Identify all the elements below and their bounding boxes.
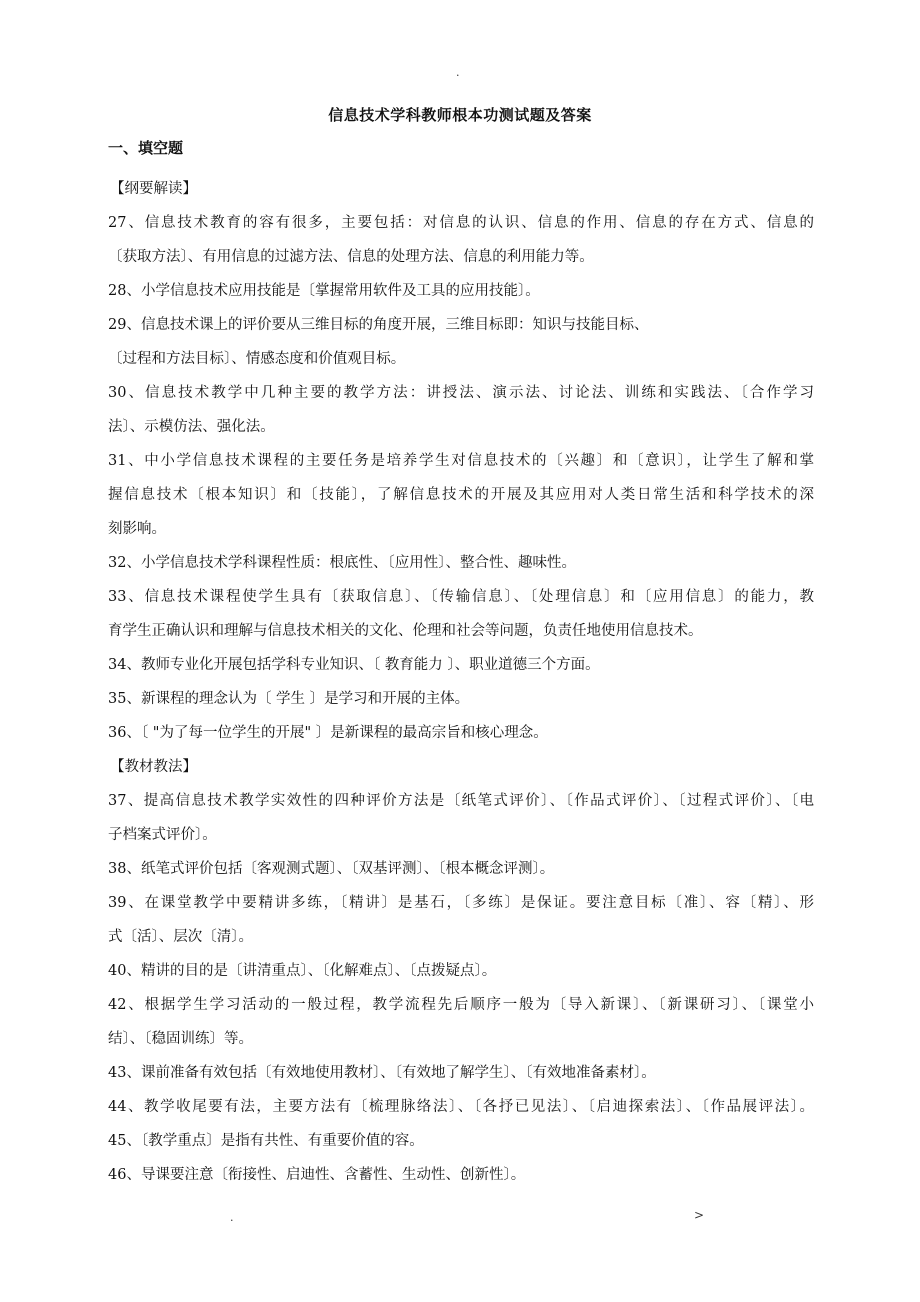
text-line: 33、信息技术课程使学生具有〔获取信息〕、〔传输信息〕、〔处理信息〕和〔应用信息〕的能力，教 xyxy=(108,589,814,605)
text-line: 46、导课要注意〔衔接性、启迪性、含蓄性、生动性、创新性〕。 xyxy=(108,1167,526,1183)
text-line: 握信息技术〔根本知识〕和〔技能〕，了解信息技术的开展及其应用对人类日常生活和科学技术的深 xyxy=(108,487,814,503)
text-line: 子档案式评价〕。 xyxy=(108,827,217,843)
footer-mark: > xyxy=(694,1208,705,1222)
header-dot: . xyxy=(456,66,460,79)
text-line: 30、信息技术教学中几种主要的教学方法：讲授法、演示法、讨论法、训练和实践法、〔合作学习 xyxy=(108,385,814,401)
text-line: 〔获取方法〕、有用信息的过滤方法、信息的处理方法、信息的利用能力等。 xyxy=(108,249,594,265)
page-title: 信息技术学科教师根本功测试题及答案 xyxy=(328,106,592,124)
question-list xyxy=(108,172,814,1192)
subsection-heading: 【纲要解读】 xyxy=(110,181,197,197)
text-line: 39、在课堂教学中要精讲多练，〔精讲〕是基石，〔多练〕是保证。要注意目标〔准〕、容〔精〕、形 xyxy=(108,895,814,911)
footer-dot: . xyxy=(230,1211,234,1224)
text-line: 28、小学信息技术应用技能是〔掌握常用软件及工具的应用技能〕。 xyxy=(108,283,540,299)
text-line: 31、中小学信息技术课程的主要任务是培养学生对信息技术的〔兴趣〕和〔意识〕，让学生了解和掌 xyxy=(108,453,814,469)
text-line: 结〕、〔稳固训练〕等。 xyxy=(108,1031,253,1047)
text-line: 35、新课程的理念认为〔 学生 〕是学习和开展的主体。 xyxy=(108,691,470,707)
text-line: 37、提高信息技术教学实效性的四种评价方法是〔纸笔式评价〕、〔作品式评价〕、〔过程式评价〕、〔电 xyxy=(108,793,814,809)
text-line: 36、〔 "为了每一位学生的开展" 〕是新课程的最高宗旨和核心理念。 xyxy=(108,725,548,741)
text-line: 27、信息技术教育的容有很多，主要包括：对信息的认识、信息的作用、信息的存在方式、信息的 xyxy=(108,215,814,231)
text-line: 法〕、示模仿法、强化法。 xyxy=(108,419,275,435)
text-line: 34、教师专业化开展包括学科专业知识、〔 教育能力 〕、职业道德三个方面。 xyxy=(108,657,600,673)
subsection-heading: 【教材教法】 xyxy=(110,759,197,775)
section-heading: 一、填空题 xyxy=(108,139,184,157)
text-line: 44、教学收尾要有法，主要方法有〔梳理脉络法〕、〔各抒已见法〕、〔启迪探索法〕、〔作品展评法〕。 xyxy=(108,1099,814,1115)
text-line: 育学生正确认识和理解与信息技术相关的文化、伦理和社会等问题，负责任地使用信息技术。 xyxy=(108,623,703,639)
text-line: 42、根据学生学习活动的一般过程，教学流程先后顺序一般为〔导入新课〕、〔新课研习〕、〔课堂小 xyxy=(108,997,814,1013)
text-line: 45、〔教学重点〕是指有共性、有重要价值的容。 xyxy=(108,1133,424,1149)
text-line: 式〔活〕、层次〔清〕。 xyxy=(108,929,253,945)
text-line: 40、精讲的目的是〔讲清重点〕、〔化解难点〕、〔点拨疑点〕。 xyxy=(108,963,497,979)
text-line: 〔过程和方法目标〕、情感态度和价值观目标。 xyxy=(108,351,406,367)
text-line: 32、小学信息技术学科课程性质：根底性、〔应用性〕、整合性、趣味性。 xyxy=(108,555,576,571)
text-line: 29、信息技术课上的评价要从三维目标的角度开展，三维目标即：知识与技能目标、 xyxy=(108,317,649,333)
text-line: 38、纸笔式评价包括〔客观测式题〕、〔双基评测〕、〔根本概念评测〕。 xyxy=(108,861,555,877)
text-line: 43、课前准备有效包括〔有效地使用教材〕、〔有效地了解学生〕、〔有效地准备素材〕。 xyxy=(108,1065,656,1081)
text-line: 刻影响。 xyxy=(108,521,166,537)
